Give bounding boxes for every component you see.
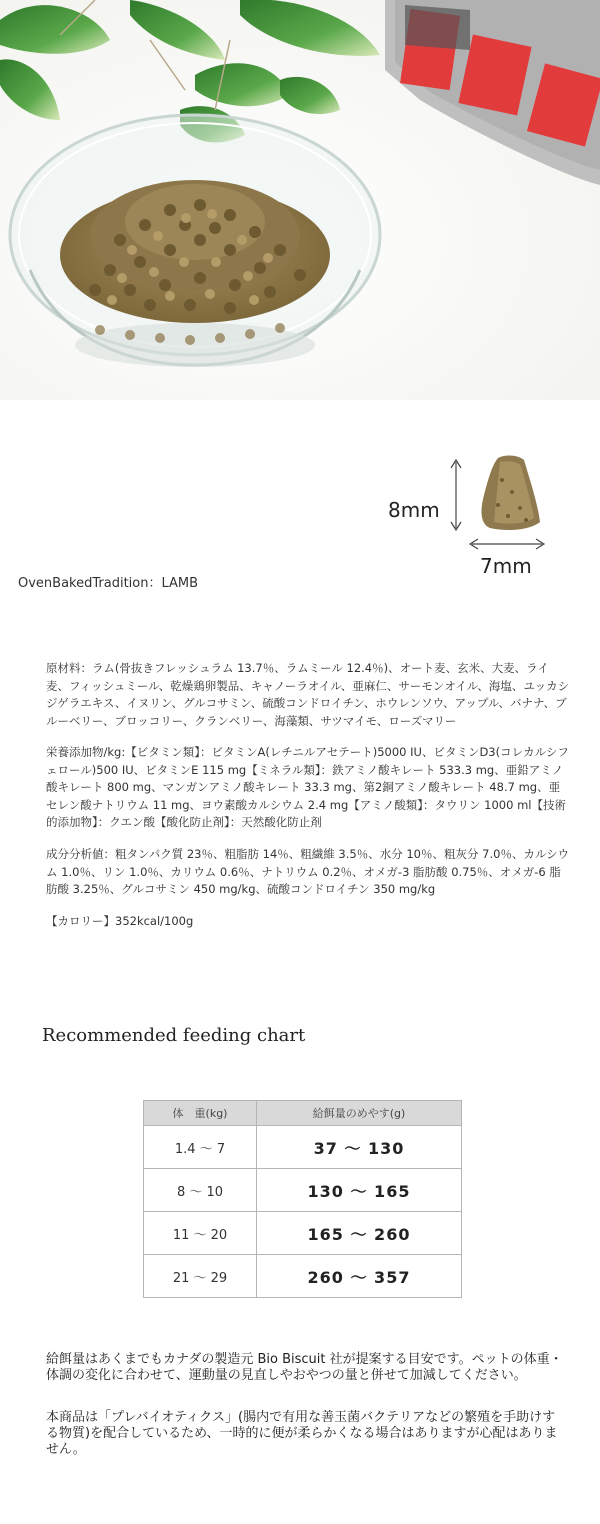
weight-cell: 21 ～ 29 (144, 1255, 257, 1298)
table-row (144, 1169, 462, 1212)
weight-cell: 8 ～ 10 (144, 1169, 257, 1212)
width-label: 7mm (480, 554, 532, 578)
weight-cell: 11 ～ 20 (144, 1212, 257, 1255)
product-name: OvenBakedTradition：LAMB (18, 576, 199, 591)
height-label: 8mm (388, 498, 440, 522)
product-photo (0, 0, 600, 400)
kibble-piece (482, 456, 540, 530)
col-weight-header: 体 重(kg) (144, 1101, 257, 1126)
col-amount-header: 給餌量のめやす(g) (257, 1101, 462, 1126)
amount-cell: 260 ～ 357 (257, 1255, 462, 1298)
analysis-text: 成分分析値：粗タンパク質 23％、粗脂肪 14％、粗繊維 3.5％、水分 10％、粗灰分 7.0％、カルシウム 1.0％、リン 1.0％、カリウム 0.6％、ナトリウム 0.2％、オメガ-3 脂肪酸 0.75％、オメガ-6 脂肪酸 3.25％、グルコサミン 450 mg/kg、硫酸コンドロイチン 350 mg/kg (46, 847, 570, 897)
prebiotics-note: 本商品は「プレバイオティクス」(腸内で有用な善玉菌バクテリアなどの繁殖を手助けする物質)を配合しているため、一時的に便が柔らかくなる場合はありますが心配はありません。 (46, 1410, 558, 1457)
width-arrow (470, 539, 544, 549)
additives-text: 栄養添加物/kg:【ビタミン類】：ビタミンA(レチニルアセテート)5000 IU、ビタミンD3(コレカルシフェロール)500 IU、ビタミンE 115 mg【ミネラル類】：鉄アミノ酸キレート 533.3 mg、亜鉛アミノ酸キレート 800 mg、マンガンアミノ酸キレート 33.3 mg、第2銅アミノ酸キレート 48.7 mg、亜セレン酸ナトリウム 11 mg、ヨウ素酸カルシウム 2.4 mg【アミノ酸類】：タウリン 1000 ml【技術的添加物】：クエン酸【酸化防止剤】：天然酸化防止剤 (46, 745, 569, 830)
calories-text: 【カロリー】352kcal/100g (46, 914, 194, 928)
table-row (144, 1126, 462, 1169)
raw-materials-text: 原材料：ラム(骨抜きフレッシュラム 13.7％、ラムミール 12.4％)、オート麦、玄米、大麦、ライ麦、フィッシュミール、乾燥鶏卵製品、キャノーラオイル、亜麻仁、サーモンオイル、海塩、ユッカシジゲラエキス、イヌリン、グルコサミン、硫酸コンドロイチン、ホウレンソウ、アップル、バナナ、ブルーベリー、ブロッコリー、クランベリー、海藻類、サツマイモ、ローズマリー (46, 661, 570, 728)
feeding-note: 給餌量はあくまでもカナダの製造元 Bio Biscuit 社が提案する目安です。ペットの体重・体調の変化に合わせて、運動量の見直しやおやつの量と併せて加減してください。 (46, 1352, 563, 1383)
weight-cell: 1.4 ～ 7 (144, 1126, 257, 1169)
amount-cell: 130 ～ 165 (257, 1169, 462, 1212)
height-arrow (451, 460, 461, 530)
kibble-size-figure (380, 450, 580, 580)
table-row (144, 1212, 462, 1255)
feeding-table (143, 1100, 462, 1298)
amount-cell: 37 ～ 130 (257, 1126, 462, 1169)
feeding-chart-title: Recommended feeding chart (42, 1025, 306, 1046)
table-row (144, 1255, 462, 1298)
amount-cell: 165 ～ 260 (257, 1212, 462, 1255)
table-header-row (144, 1101, 462, 1126)
